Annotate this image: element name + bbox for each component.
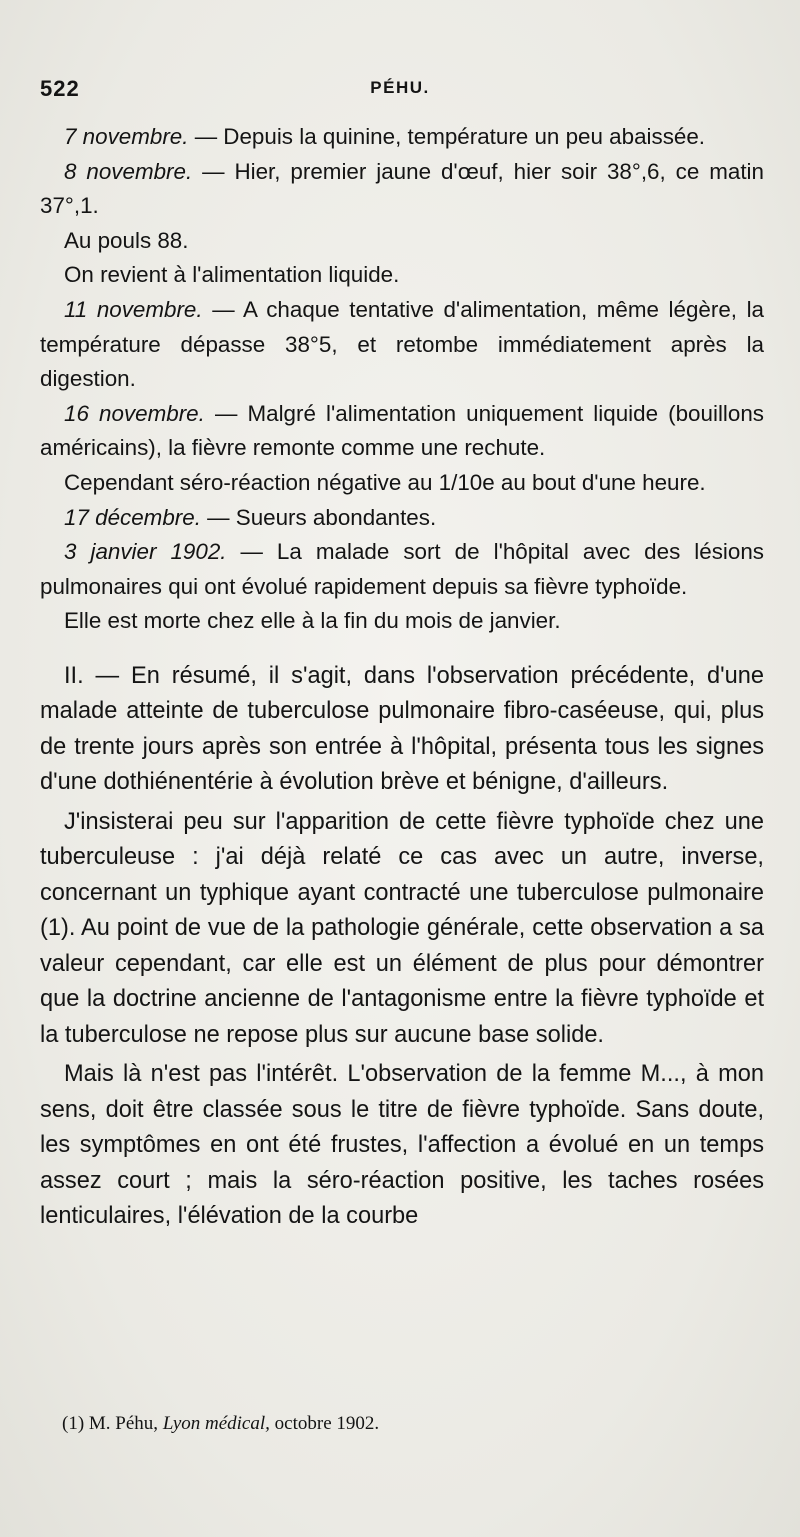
running-head: PÉHU. <box>370 78 430 97</box>
journal-entry <box>40 466 764 501</box>
entry-date: 8 novembre. <box>64 158 193 184</box>
entry-text: — Malgré l'alimentation uniquement liquide (bouillons américains), la fièvre remonte comme une rechute. <box>40 400 764 461</box>
entry-text: — La malade sort de l'hôpital avec des lésions pulmonaires qui ont évolué rapidement depuis sa fièvre typhoïde. <box>40 539 764 599</box>
footnote-journal: Lyon médical, <box>162 1413 270 1434</box>
journal-entry <box>40 397 764 466</box>
footnote-date: octobre 1902. <box>274 1413 380 1434</box>
entry-date: 16 novembre. <box>64 400 205 426</box>
entry-text: — Depuis la quinine, température un peu abaissée. <box>188 124 706 149</box>
footnote-author: M. Péhu, <box>88 1413 159 1434</box>
entry-date: 17 décembre. <box>64 504 201 530</box>
body-paragraph: J'insisterai peu sur l'apparition de cette fièvre typhoïde chez une tuberculeuse : j'ai déjà relaté ce cas avec un autre, inverse, concernant un typhique ayant contracté une tuberculose pulmonaire (1). Au point de vue de la pathologie générale, cette observation a sa valeur cependant, car elle est un élément de plus pour démontrer que la doctrine ancienne de l'antagonisme entre la fièvre typhoïde et la tuberculose ne repose plus sur aucune base solide. <box>40 808 764 1048</box>
journal-entry <box>40 501 764 536</box>
journal-entry <box>40 155 764 224</box>
entry-text: Cependant séro-réaction négative au 1/10e au bout d'une heure. <box>64 469 706 495</box>
entry-date: 3 janvier 1902. <box>64 539 227 565</box>
body-text <box>40 120 764 1235</box>
entry-text: Au pouls 88. <box>64 227 189 253</box>
footnote-marker: (1) <box>62 1413 85 1434</box>
page-header <box>40 76 760 110</box>
page-number: 522 <box>40 76 80 101</box>
entry-text: Elle est morte chez elle à la fin du mois de janvier. <box>64 608 561 634</box>
section-paragraph: II. — En résumé, il s'agit, dans l'observation précédente, d'une malade atteinte de tuberculose pulmonaire fibro-caséeuse, qui, plus de trente jours après son entrée à l'hôpital, présenta tous les signes d'une dothiénentérie à évolution brève et bénigne, d'ailleurs. <box>40 662 764 796</box>
entry-text: On revient à l'alimentation liquide. <box>64 262 400 288</box>
journal-entry <box>40 535 764 604</box>
journal-entry <box>40 120 764 155</box>
journal-entry <box>40 604 764 639</box>
footnote <box>62 1413 379 1435</box>
entry-text: — Sueurs abondantes. <box>200 504 437 530</box>
entry-date: 11 novembre. <box>64 296 203 322</box>
body-paragraph: Mais là n'est pas l'intérêt. L'observation de la femme M..., à mon sens, doit être classée sous le titre de fièvre typhoïde. Sans doute, les symptômes en ont été frustes, l'affection a évolué en un temps assez court ; mais la séro-réaction positive, les taches rosées lenticulaires, l'élévation de la courbe <box>40 1061 764 1230</box>
journal-entry <box>40 224 764 259</box>
section-gap <box>40 639 764 659</box>
journal-entry <box>40 258 764 293</box>
journal-entry <box>40 293 764 397</box>
entry-date: 7 novembre. <box>64 124 189 149</box>
entry-text: — Hier, premier jaune d'œuf, hier soir 38°,6, ce matin 37°,1. <box>40 158 764 219</box>
entry-text: — A chaque tentative d'alimentation, même légère, la température dépasse 38°5, et retombe immédiatement après la digestion. <box>40 296 764 392</box>
